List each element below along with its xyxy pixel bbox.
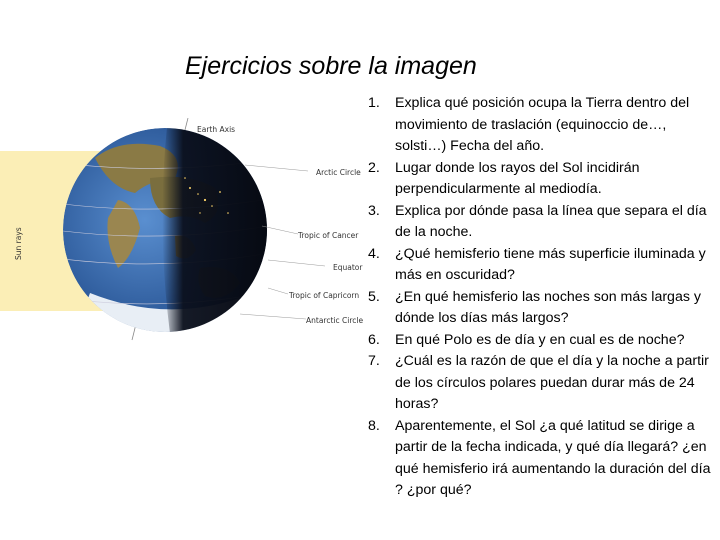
equator-label: Equator xyxy=(333,263,363,272)
exercise-item xyxy=(362,244,718,287)
antarctic-circle-leader xyxy=(240,314,306,319)
slide-title: Ejercicios sobre la imagen xyxy=(185,52,477,80)
tropic-of-capricorn-leader xyxy=(268,288,288,294)
exercise-number: 1. xyxy=(368,95,380,111)
arctic-circle-label: Arctic Circle xyxy=(316,168,361,177)
tropic-of-cancer-label: Tropic of Cancer xyxy=(298,231,359,240)
exercise-item xyxy=(362,330,718,352)
antarctic-circle-label: Antarctic Circle xyxy=(306,316,364,325)
exercise-number: 7. xyxy=(368,353,380,369)
exercise-item xyxy=(362,201,718,244)
exercise-number: 6. xyxy=(368,331,380,348)
equator-leader xyxy=(268,260,325,266)
earth-solstice-figure xyxy=(0,118,370,348)
exercise-number: 4. xyxy=(368,245,380,262)
exercise-item xyxy=(362,287,718,330)
exercise-text: ¿Cuál es la razón de que el día y la noche a partir de los círculos polares puedan durar más de 24 horas? xyxy=(395,353,709,412)
tropic-of-capricorn-label: Tropic of Capricorn xyxy=(289,291,360,300)
exercise-number: 3. xyxy=(368,202,380,219)
exercise-item xyxy=(362,93,718,158)
arctic-circle-leader xyxy=(245,165,308,171)
exercise-text: ¿En qué hemisferio las noches son más largas y dónde los días más largos? xyxy=(395,288,701,326)
tropic-of-cancer-leader xyxy=(262,226,298,234)
exercise-text: Explica por dónde pasa la línea que separa el día de la noche. xyxy=(395,202,707,240)
exercise-number: 8. xyxy=(368,417,380,434)
sun-rays-label: Sun rays xyxy=(14,227,23,260)
exercise-item xyxy=(362,158,718,201)
exercise-item xyxy=(362,416,718,502)
exercise-number: 2. xyxy=(368,159,380,176)
exercise-item xyxy=(362,351,718,416)
exercise-text: Lugar donde los rayos del Sol incidirán perpendicularmente al mediodía. xyxy=(395,159,640,197)
exercise-text: ¿Qué hemisferio tiene más superficie iluminada y más en oscuridad? xyxy=(395,245,706,283)
earth-axis-label: Earth Axis xyxy=(197,125,236,134)
earth-illumination-diagram xyxy=(0,118,370,348)
exercise-text: Explica qué posición ocupa la Tierra dentro del movimiento de traslación (equinoccio de…, solsti…) Fecha del año. xyxy=(395,95,690,154)
exercise-list xyxy=(362,93,718,502)
exercise-text: En qué Polo es de día y en cual es de noche? xyxy=(395,331,685,348)
exercise-number: 5. xyxy=(368,288,380,305)
exercise-text: Aparentemente, el Sol ¿a qué latitud se dirige a partir de la fecha indicada, y qué día llegará? ¿en qué hemisferio irá aumentando la duración del día ? ¿por qué? xyxy=(395,417,711,498)
night-side xyxy=(162,118,300,348)
